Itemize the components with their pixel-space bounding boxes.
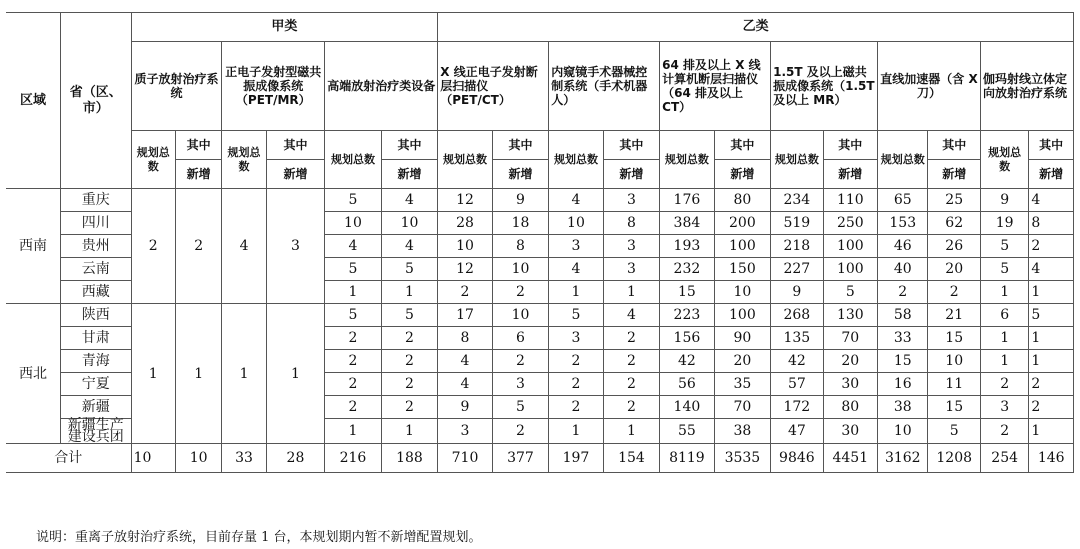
header-class-a: 甲类 — [131, 13, 438, 42]
total-value-cell: 1208 — [928, 444, 980, 473]
total-value-cell: 710 — [438, 444, 492, 473]
value-cell: 2 — [492, 350, 548, 373]
header-equipment-robot: 内窥镜手术器械控制系统（手术机器人） — [549, 42, 660, 131]
value-cell: 2 — [603, 350, 659, 373]
value-cell: 1 — [381, 281, 438, 304]
value-cell: 3 — [603, 189, 659, 212]
header-equipment-highend-rt: 高端放射治疗类设备 — [325, 42, 438, 131]
total-value-cell: 8119 — [660, 444, 714, 473]
value-cell: 2 — [381, 396, 438, 419]
value-cell: 26 — [928, 235, 980, 258]
value-cell: 4 — [549, 189, 603, 212]
total-value-cell: 197 — [549, 444, 603, 473]
value-cell: 57 — [771, 373, 823, 396]
value-cell: 46 — [878, 235, 928, 258]
value-cell: 2 — [980, 419, 1028, 444]
value-cell: 10 — [325, 212, 381, 235]
value-cell: 1 — [1029, 350, 1074, 373]
value-cell: 156 — [660, 327, 714, 350]
total-value-cell: 4451 — [823, 444, 877, 473]
class-a-cell: 1 — [175, 304, 221, 444]
value-cell: 1 — [549, 419, 603, 444]
total-value-cell: 146 — [1029, 444, 1074, 473]
value-cell: 218 — [771, 235, 823, 258]
value-cell: 1 — [980, 350, 1028, 373]
value-cell: 4 — [438, 373, 492, 396]
value-cell: 70 — [823, 327, 877, 350]
header-planned-total: 规划总数 — [131, 131, 175, 189]
header-new-added: 新增 — [381, 160, 438, 189]
value-cell: 2 — [492, 419, 548, 444]
value-cell: 130 — [823, 304, 877, 327]
province-cell: 陕西 — [60, 304, 131, 327]
value-cell: 15 — [660, 281, 714, 304]
value-cell: 193 — [660, 235, 714, 258]
header-equipment-proton: 质子放射治疗系统 — [131, 42, 222, 131]
total-label: 合计 — [6, 444, 131, 473]
province-cell: 宁夏 — [60, 373, 131, 396]
value-cell: 1 — [1029, 281, 1074, 304]
value-cell: 42 — [660, 350, 714, 373]
header-class-b: 乙类 — [438, 13, 1074, 42]
value-cell: 5 — [325, 189, 381, 212]
value-cell: 3 — [603, 258, 659, 281]
total-value-cell: 188 — [381, 444, 438, 473]
header-planned-total: 规划总数 — [549, 131, 603, 189]
header-new-added: 新增 — [1029, 160, 1074, 189]
value-cell: 6 — [492, 327, 548, 350]
value-cell: 3 — [549, 327, 603, 350]
region-cell: 西北 — [6, 304, 60, 444]
value-cell: 3 — [980, 396, 1028, 419]
value-cell: 1 — [980, 327, 1028, 350]
value-cell: 227 — [771, 258, 823, 281]
value-cell: 1 — [1029, 419, 1074, 444]
value-cell: 2 — [325, 327, 381, 350]
footnote: 说明：重离子放射治疗系统，目前存量 1 台，本规划期内暂不新增配置规划。 — [36, 530, 482, 545]
value-cell: 2 — [381, 350, 438, 373]
province-cell: 甘肃 — [60, 327, 131, 350]
header-new-added: 新增 — [714, 160, 770, 189]
value-cell: 250 — [823, 212, 877, 235]
value-cell: 12 — [438, 258, 492, 281]
header-new-added: 新增 — [266, 160, 325, 189]
value-cell: 5 — [928, 419, 980, 444]
value-cell: 19 — [980, 212, 1028, 235]
value-cell: 2 — [325, 396, 381, 419]
value-cell: 2 — [325, 373, 381, 396]
value-cell: 5 — [823, 281, 877, 304]
value-cell: 110 — [823, 189, 877, 212]
value-cell: 20 — [714, 350, 770, 373]
value-cell: 4 — [438, 350, 492, 373]
province-cell: 重庆 — [60, 189, 131, 212]
class-a-cell: 1 — [222, 304, 266, 444]
value-cell: 28 — [438, 212, 492, 235]
value-cell: 20 — [928, 258, 980, 281]
value-cell: 5 — [381, 304, 438, 327]
total-value-cell: 33 — [222, 444, 266, 473]
header-planned-total: 规划总数 — [660, 131, 714, 189]
value-cell: 172 — [771, 396, 823, 419]
value-cell: 3 — [438, 419, 492, 444]
value-cell: 18 — [492, 212, 548, 235]
total-value-cell: 3535 — [714, 444, 770, 473]
value-cell: 15 — [928, 396, 980, 419]
header-planned-total: 规划总数 — [771, 131, 823, 189]
value-cell: 2 — [1029, 373, 1074, 396]
header-planned-total: 规划总数 — [980, 131, 1028, 189]
value-cell: 100 — [823, 258, 877, 281]
header-of-which: 其中 — [823, 131, 877, 160]
value-cell: 16 — [878, 373, 928, 396]
value-cell: 15 — [928, 327, 980, 350]
class-a-cell: 1 — [266, 304, 325, 444]
value-cell: 268 — [771, 304, 823, 327]
value-cell: 4 — [549, 258, 603, 281]
value-cell: 5 — [980, 235, 1028, 258]
header-of-which: 其中 — [492, 131, 548, 160]
value-cell: 35 — [714, 373, 770, 396]
value-cell: 9 — [438, 396, 492, 419]
header-equipment-petct: X 线正电子发射断层扫描仪（PET/CT） — [438, 42, 549, 131]
value-cell: 5 — [381, 258, 438, 281]
value-cell: 10 — [714, 281, 770, 304]
value-cell: 8 — [438, 327, 492, 350]
value-cell: 4 — [381, 235, 438, 258]
value-cell: 519 — [771, 212, 823, 235]
header-province: 省（区、市） — [60, 13, 131, 189]
header-new-added: 新增 — [492, 160, 548, 189]
total-value-cell: 377 — [492, 444, 548, 473]
value-cell: 1 — [1029, 327, 1074, 350]
value-cell: 4 — [1029, 189, 1074, 212]
province-cell: 新疆生产建设兵团 — [60, 419, 131, 444]
value-cell: 232 — [660, 258, 714, 281]
value-cell: 2 — [549, 373, 603, 396]
value-cell: 38 — [878, 396, 928, 419]
total-value-cell: 10 — [131, 444, 175, 473]
value-cell: 2 — [1029, 235, 1074, 258]
value-cell: 2 — [438, 281, 492, 304]
class-a-cell: 4 — [222, 189, 266, 304]
total-value-cell: 28 — [266, 444, 325, 473]
province-cell: 青海 — [60, 350, 131, 373]
header-new-added: 新增 — [823, 160, 877, 189]
value-cell: 100 — [714, 235, 770, 258]
header-planned-total: 规划总数 — [325, 131, 381, 189]
value-cell: 2 — [325, 350, 381, 373]
value-cell: 1 — [381, 419, 438, 444]
value-cell: 3 — [603, 235, 659, 258]
value-cell: 70 — [714, 396, 770, 419]
value-cell: 56 — [660, 373, 714, 396]
value-cell: 5 — [1029, 304, 1074, 327]
value-cell: 2 — [603, 373, 659, 396]
province-cell: 四川 — [60, 212, 131, 235]
value-cell: 21 — [928, 304, 980, 327]
value-cell: 100 — [823, 235, 877, 258]
value-cell: 10 — [549, 212, 603, 235]
header-of-which: 其中 — [928, 131, 980, 160]
class-a-cell: 1 — [131, 304, 175, 444]
class-a-cell: 3 — [266, 189, 325, 304]
value-cell: 1 — [549, 281, 603, 304]
value-cell: 4 — [381, 189, 438, 212]
province-cell: 贵州 — [60, 235, 131, 258]
value-cell: 100 — [714, 304, 770, 327]
value-cell: 8 — [492, 235, 548, 258]
value-cell: 4 — [1029, 258, 1074, 281]
province-cell: 云南 — [60, 258, 131, 281]
value-cell: 30 — [823, 373, 877, 396]
value-cell: 5 — [549, 304, 603, 327]
value-cell: 42 — [771, 350, 823, 373]
value-cell: 2 — [1029, 396, 1074, 419]
value-cell: 80 — [823, 396, 877, 419]
value-cell: 9 — [492, 189, 548, 212]
value-cell: 12 — [438, 189, 492, 212]
value-cell: 223 — [660, 304, 714, 327]
total-value-cell: 3162 — [878, 444, 928, 473]
header-new-added: 新增 — [175, 160, 221, 189]
value-cell: 10 — [492, 304, 548, 327]
value-cell: 30 — [823, 419, 877, 444]
table-container — [6, 12, 1074, 473]
value-cell: 200 — [714, 212, 770, 235]
header-equipment-linac: 直线加速器（含 X 刀） — [878, 42, 981, 131]
value-cell: 9 — [771, 281, 823, 304]
value-cell: 10 — [878, 419, 928, 444]
value-cell: 2 — [603, 396, 659, 419]
value-cell: 62 — [928, 212, 980, 235]
value-cell: 150 — [714, 258, 770, 281]
value-cell: 33 — [878, 327, 928, 350]
value-cell: 2 — [381, 327, 438, 350]
header-planned-total: 规划总数 — [222, 131, 266, 189]
value-cell: 5 — [980, 258, 1028, 281]
province-cell: 西藏 — [60, 281, 131, 304]
header-of-which: 其中 — [381, 131, 438, 160]
value-cell: 10 — [928, 350, 980, 373]
header-of-which: 其中 — [266, 131, 325, 160]
table-row — [6, 189, 1074, 212]
header-equipment-petmr: 正电子发射型磁共振成像系统（PET/MR） — [222, 42, 325, 131]
value-cell: 2 — [381, 373, 438, 396]
value-cell: 5 — [325, 258, 381, 281]
value-cell: 10 — [492, 258, 548, 281]
total-value-cell: 9846 — [771, 444, 823, 473]
value-cell: 2 — [549, 350, 603, 373]
value-cell: 384 — [660, 212, 714, 235]
value-cell: 176 — [660, 189, 714, 212]
value-cell: 1 — [603, 281, 659, 304]
header-of-which: 其中 — [1029, 131, 1074, 160]
value-cell: 1 — [603, 419, 659, 444]
value-cell: 25 — [928, 189, 980, 212]
region-cell: 西南 — [6, 189, 60, 304]
header-region: 区域 — [6, 13, 60, 189]
value-cell: 55 — [660, 419, 714, 444]
value-cell: 234 — [771, 189, 823, 212]
header-planned-total: 规划总数 — [878, 131, 928, 189]
header-new-added: 新增 — [603, 160, 659, 189]
total-row — [6, 444, 1074, 473]
value-cell: 153 — [878, 212, 928, 235]
header-equipment-mr: 1.5T 及以上磁共振成像系统（1.5T 及以上 MR） — [771, 42, 878, 131]
equipment-planning-table — [6, 12, 1074, 473]
value-cell: 2 — [980, 373, 1028, 396]
value-cell: 80 — [714, 189, 770, 212]
value-cell: 1 — [325, 281, 381, 304]
value-cell: 3 — [492, 373, 548, 396]
header-equipment-gamma: 伽玛射线立体定向放射治疗系统 — [980, 42, 1073, 131]
value-cell: 135 — [771, 327, 823, 350]
value-cell: 5 — [325, 304, 381, 327]
value-cell: 140 — [660, 396, 714, 419]
province-cell: 新疆 — [60, 396, 131, 419]
value-cell: 58 — [878, 304, 928, 327]
class-a-cell: 2 — [175, 189, 221, 304]
total-value-cell: 154 — [603, 444, 659, 473]
class-a-cell: 2 — [131, 189, 175, 304]
value-cell: 5 — [492, 396, 548, 419]
total-value-cell: 216 — [325, 444, 381, 473]
value-cell: 40 — [878, 258, 928, 281]
header-equipment-ct: 64 排及以上 X 线计算机断层扫描仪（64 排及以上 CT） — [660, 42, 771, 131]
value-cell: 2 — [603, 327, 659, 350]
value-cell: 9 — [980, 189, 1028, 212]
value-cell: 90 — [714, 327, 770, 350]
value-cell: 47 — [771, 419, 823, 444]
value-cell: 11 — [928, 373, 980, 396]
table-row — [6, 304, 1074, 327]
value-cell: 4 — [325, 235, 381, 258]
header-new-added: 新增 — [928, 160, 980, 189]
value-cell: 2 — [549, 396, 603, 419]
value-cell: 1 — [980, 281, 1028, 304]
total-value-cell: 10 — [175, 444, 221, 473]
value-cell: 10 — [381, 212, 438, 235]
value-cell: 38 — [714, 419, 770, 444]
value-cell: 3 — [549, 235, 603, 258]
value-cell: 4 — [603, 304, 659, 327]
value-cell: 15 — [878, 350, 928, 373]
header-planned-total: 规划总数 — [438, 131, 492, 189]
value-cell: 1 — [325, 419, 381, 444]
value-cell: 6 — [980, 304, 1028, 327]
value-cell: 17 — [438, 304, 492, 327]
header-of-which: 其中 — [714, 131, 770, 160]
value-cell: 10 — [438, 235, 492, 258]
value-cell: 8 — [603, 212, 659, 235]
header-of-which: 其中 — [175, 131, 221, 160]
value-cell: 65 — [878, 189, 928, 212]
value-cell: 2 — [878, 281, 928, 304]
total-value-cell: 254 — [980, 444, 1028, 473]
value-cell: 2 — [928, 281, 980, 304]
value-cell: 8 — [1029, 212, 1074, 235]
header-of-which: 其中 — [603, 131, 659, 160]
value-cell: 20 — [823, 350, 877, 373]
value-cell: 2 — [492, 281, 548, 304]
